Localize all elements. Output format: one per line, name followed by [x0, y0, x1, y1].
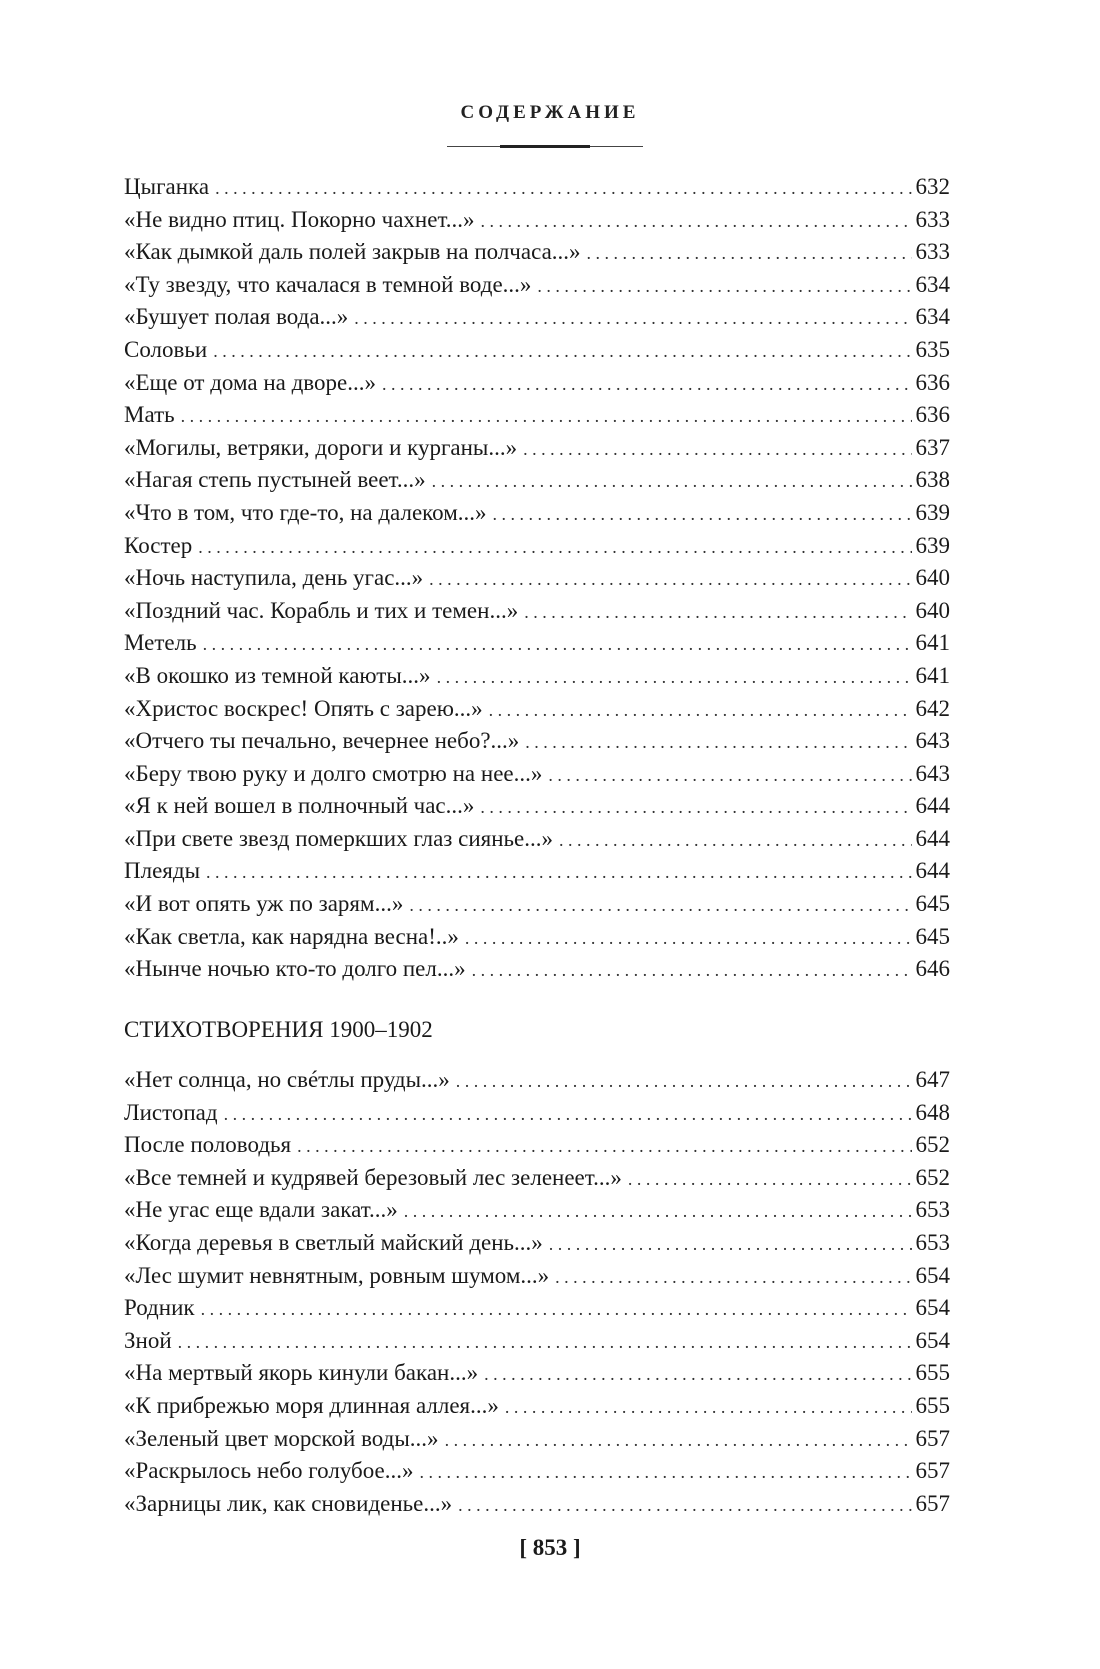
toc-entry[interactable]	[124, 464, 950, 497]
toc-entry-title: «Не видно птиц. Покорно чахнет...»	[124, 206, 475, 232]
toc-entry-title: «Раскрылось небо голубое...»	[124, 1458, 414, 1484]
toc-entry[interactable]	[124, 1227, 950, 1260]
toc-entry-title: «Зарницы лик, как сновиденье...»	[124, 1490, 453, 1516]
dot-leader	[354, 302, 911, 335]
dot-leader	[484, 1358, 911, 1391]
toc-entry-page: 635	[915, 336, 950, 362]
dot-leader	[628, 1163, 912, 1196]
toc-entry-page: 647	[915, 1067, 950, 1092]
toc-entry[interactable]	[124, 1097, 950, 1130]
toc-entry[interactable]	[124, 334, 950, 367]
toc-entry-title: «Я к ней вошел в полночный час...»	[124, 793, 475, 819]
toc-entry[interactable]	[124, 1129, 950, 1162]
toc-entry-page: 657	[915, 1425, 950, 1451]
dot-leader	[489, 694, 912, 727]
dot-leader	[524, 596, 911, 629]
toc-entry-page: 638	[915, 467, 950, 493]
toc-entry-page: 654	[915, 1295, 950, 1321]
toc-entry-title: «Когда деревья в светлый майский день...»	[124, 1229, 543, 1255]
dot-leader	[523, 433, 911, 466]
toc-entry-page: 652	[915, 1164, 950, 1190]
toc-entry[interactable]	[124, 1325, 950, 1358]
toc-entry-title: «При свете звезд померкших глаз сиянье...»	[124, 825, 553, 851]
toc-entry-title: «Как дымкой даль полей закрыв на полчаса...»	[124, 239, 581, 265]
toc-entry-title: «И вот опять уж по зарям...»	[124, 891, 404, 917]
dot-leader	[224, 1098, 912, 1131]
toc-entry-title: «На мертвый якорь кинули бакан...»	[124, 1360, 479, 1386]
toc-entry-page: 640	[915, 597, 950, 623]
toc-entry-title: Костер	[124, 532, 193, 558]
dot-leader	[409, 889, 911, 922]
toc-entry[interactable]	[124, 204, 950, 237]
toc-entry-title: Листопад	[124, 1099, 218, 1125]
toc-entry[interactable]	[124, 790, 950, 823]
toc-entry[interactable]	[124, 1194, 950, 1227]
toc-entry[interactable]	[124, 399, 950, 432]
toc-entry-page: 636	[915, 369, 950, 395]
toc-entry[interactable]	[124, 627, 950, 660]
toc-entry[interactable]	[124, 1455, 950, 1488]
toc-entry[interactable]	[124, 595, 950, 628]
toc-entry-title: Мать	[124, 402, 175, 428]
toc-entry-title: «Нет солнца, но свéтлы пруды...»	[124, 1067, 450, 1092]
toc-entry-title: «Еще от дома на дворе...»	[124, 369, 376, 395]
dot-leader	[432, 465, 912, 498]
toc-entry-page: 634	[915, 304, 950, 330]
toc-entry[interactable]	[124, 953, 950, 986]
toc-entry-page: 639	[915, 499, 950, 525]
toc-entry-title: «Отчего ты печально, вечернее небо?...»	[124, 728, 520, 754]
toc-entry[interactable]	[124, 1260, 950, 1293]
dot-leader	[181, 400, 912, 433]
toc-entry-page: 634	[915, 271, 950, 297]
toc-entry-page: 646	[915, 956, 950, 982]
toc-entry-page: 636	[915, 402, 950, 428]
dot-leader	[404, 1195, 912, 1228]
toc-entry-title: Метель	[124, 630, 197, 656]
toc-entry[interactable]	[124, 530, 950, 563]
toc-entry[interactable]	[124, 367, 950, 400]
dot-leader	[472, 954, 912, 987]
dot-leader	[419, 1456, 911, 1489]
toc-entry[interactable]	[124, 660, 950, 693]
page-title: СОДЕРЖАНИЕ	[460, 102, 640, 123]
page-header	[0, 102, 1100, 124]
toc-entry[interactable]	[124, 562, 950, 595]
toc-entry-title: Соловьи	[124, 336, 208, 362]
toc-entry[interactable]	[124, 1488, 950, 1521]
dot-leader	[458, 1489, 911, 1522]
toc-entry[interactable]	[124, 432, 950, 465]
toc-entry-page: 654	[915, 1262, 950, 1288]
dot-leader	[559, 824, 912, 857]
toc-entry[interactable]	[124, 236, 950, 269]
toc-entry-title: «Нынче ночью кто-то долго пел...»	[124, 956, 466, 982]
dot-leader	[456, 1065, 912, 1098]
toc-entry-page: 654	[915, 1327, 950, 1353]
toc-entry-title: «К прибрежью моря длинная аллея...»	[124, 1392, 499, 1418]
toc-entry[interactable]	[124, 1162, 950, 1195]
toc-entry-page: 640	[915, 565, 950, 591]
toc-entry-page: 633	[915, 239, 950, 265]
toc-entry-title: «Нагая степь пустыней веет...»	[124, 467, 426, 493]
dot-leader	[198, 531, 911, 564]
toc-entry-page: 642	[915, 695, 950, 721]
toc-entry-title: Цыганка	[124, 174, 210, 199]
toc-entry-title: «Могилы, ветряки, дороги и курганы...»	[124, 434, 518, 460]
toc-entry-title: «Не угас еще вдали закат...»	[124, 1197, 398, 1223]
toc-entry-page: 644	[915, 825, 950, 851]
toc-entry-page: 655	[915, 1392, 950, 1418]
toc-entry-page: 641	[915, 630, 950, 656]
toc-entry-page: 653	[915, 1197, 950, 1223]
toc-entry-title: «Ту звезду, что качалася в темной воде...»	[124, 271, 532, 297]
toc-entry-page: 639	[915, 532, 950, 558]
toc-entry-page: 657	[915, 1490, 950, 1516]
dot-leader	[537, 270, 911, 303]
toc-entry-title: «Зеленый цвет морской воды...»	[124, 1425, 439, 1451]
dot-leader	[465, 922, 912, 955]
dot-leader	[213, 335, 911, 368]
toc-entry[interactable]	[124, 693, 950, 726]
toc-entry-title: «Лес шумит невнятным, ровным шумом...»	[124, 1262, 550, 1288]
toc-entry-title: «Беру твою руку и долго смотрю на нее...»	[124, 760, 543, 786]
dot-leader	[525, 726, 911, 759]
toc-entry-page: 633	[915, 206, 950, 232]
toc-entry[interactable]	[124, 855, 950, 888]
toc-entry[interactable]	[124, 758, 950, 791]
toc-entry[interactable]	[124, 1064, 950, 1097]
toc-entry-page: 644	[915, 793, 950, 819]
dot-leader	[203, 628, 912, 661]
dot-leader	[215, 172, 911, 205]
toc-entry-title: Плеяды	[124, 858, 201, 884]
toc-entry[interactable]	[124, 269, 950, 302]
dot-leader	[206, 856, 911, 889]
toc-entry[interactable]	[124, 921, 950, 954]
dot-leader	[555, 1261, 911, 1294]
toc-entry-title: «Как светла, как нарядна весна!..»	[124, 923, 459, 949]
toc-entry-page: 645	[915, 923, 950, 949]
toc-entry[interactable]	[124, 1292, 950, 1325]
toc-entry[interactable]	[124, 1357, 950, 1390]
toc-entry-page: 644	[915, 858, 950, 884]
section-heading: СТИХОТВОРЕНИЯ 1900–1902	[124, 1017, 433, 1042]
dot-leader	[548, 759, 911, 792]
toc-entry-page: 643	[915, 760, 950, 786]
dot-leader	[429, 563, 911, 596]
toc-entry[interactable]	[124, 888, 950, 921]
toc-entry-title: «Бушует полая вода...»	[124, 304, 349, 330]
dot-leader	[549, 1228, 912, 1261]
dot-leader	[480, 791, 911, 824]
toc-entry-page: 641	[915, 662, 950, 688]
toc-entry-title: «Что в том, что где-то, на далеком...»	[124, 499, 487, 525]
toc-entry-page: 637	[915, 434, 950, 460]
header-rule-thick	[500, 145, 590, 148]
toc-list	[124, 171, 950, 986]
toc-entry[interactable]	[124, 725, 950, 758]
toc-entry-page: 643	[915, 728, 950, 754]
toc-entry-page: 652	[915, 1132, 950, 1158]
dot-leader	[481, 205, 912, 238]
dot-leader	[382, 368, 912, 401]
toc-entry-title: «Христос воскрес! Опять с зарею...»	[124, 695, 483, 721]
toc-entry[interactable]	[124, 823, 950, 856]
toc-entry-page: 648	[915, 1099, 950, 1125]
toc-entry-title: После половодья	[124, 1132, 292, 1158]
dot-leader	[493, 498, 912, 531]
toc-entry[interactable]	[124, 1390, 950, 1423]
toc-entry-title: Родник	[124, 1295, 195, 1321]
dot-leader	[297, 1130, 911, 1163]
dot-leader	[505, 1391, 912, 1424]
toc-list	[124, 1064, 950, 1520]
toc-entry[interactable]	[124, 171, 950, 204]
toc-entry-title: «Ночь наступила, день угас...»	[124, 565, 424, 591]
toc-entry-title: «В окошко из темной каюты...»	[124, 662, 431, 688]
toc-entry-title: Зной	[124, 1327, 172, 1353]
dot-leader	[437, 661, 912, 694]
dot-leader	[178, 1326, 912, 1359]
page-number: [ 853 ]	[519, 1535, 581, 1560]
toc-entry[interactable]	[124, 1423, 950, 1456]
toc-entry-page: 657	[915, 1458, 950, 1484]
dot-leader	[201, 1293, 912, 1326]
dot-leader	[587, 237, 912, 270]
toc-entry[interactable]	[124, 497, 950, 530]
toc-entry-title: «Поздний час. Корабль и тих и темен...»	[124, 597, 519, 623]
toc-entry-title: «Все темней и кудрявей березовый лес зеленеет...»	[124, 1164, 622, 1190]
toc-entry-page: 632	[915, 174, 950, 199]
dot-leader	[445, 1424, 912, 1457]
toc-entry-page: 645	[915, 891, 950, 917]
toc-entry-page: 655	[915, 1360, 950, 1386]
toc-entry[interactable]	[124, 301, 950, 334]
toc-entry-page: 653	[915, 1229, 950, 1255]
